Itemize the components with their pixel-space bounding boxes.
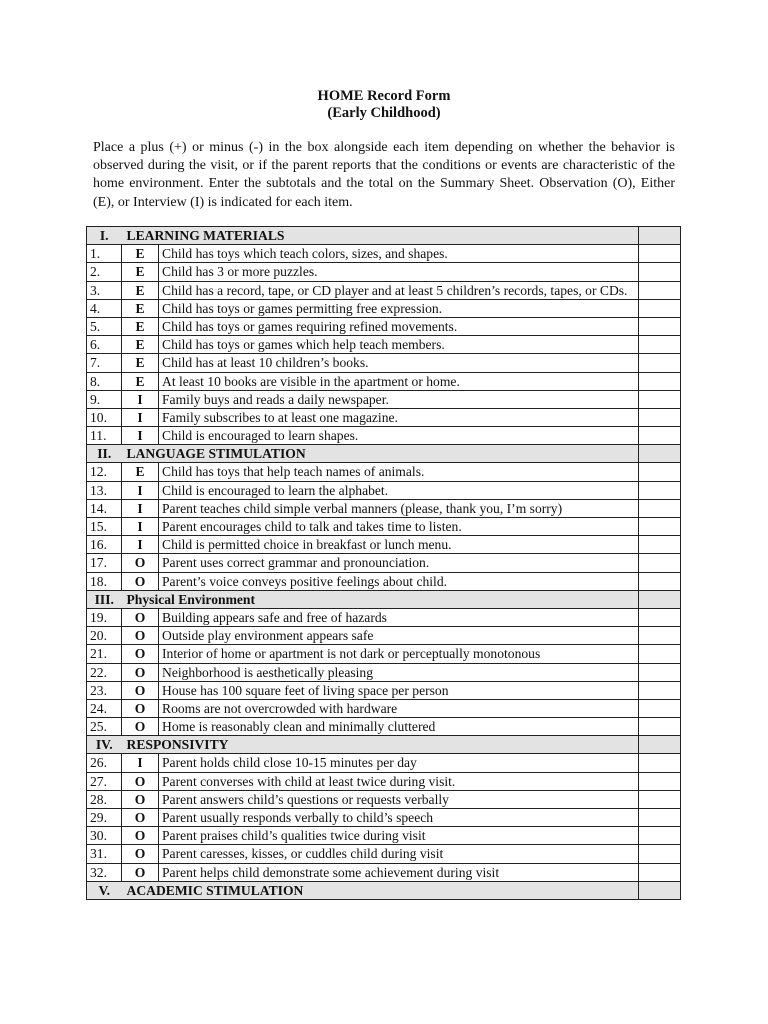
section-header-row [87,736,681,754]
item-method-code: O [122,790,159,808]
item-method-code: O [122,699,159,717]
item-description: Family subscribes to at least one magazine. [159,408,639,426]
item-row [87,554,681,572]
item-number: 3. [87,281,122,299]
item-number: 18. [87,572,122,590]
item-method-code: O [122,845,159,863]
item-number: 28. [87,790,122,808]
item-number: 14. [87,499,122,517]
section-title: Physical Environment [122,590,639,608]
item-method-code: I [122,408,159,426]
item-row [87,645,681,663]
item-row [87,408,681,426]
item-score-box[interactable] [639,809,681,827]
section-numeral: I. [87,227,122,245]
item-method-code: E [122,354,159,372]
item-description: At least 10 books are visible in the apartment or home. [159,372,639,390]
item-score-box[interactable] [639,245,681,263]
item-method-code: O [122,663,159,681]
item-description: Building appears safe and free of hazards [159,608,639,626]
item-description: Parent usually responds verbally to child’s speech [159,809,639,827]
item-method-code: I [122,754,159,772]
item-row [87,354,681,372]
section-numeral: IV. [87,736,122,754]
item-description: Parent helps child demonstrate some achievement during visit [159,863,639,881]
section-title: LANGUAGE STIMULATION [122,445,639,463]
item-number: 12. [87,463,122,481]
item-description: Neighborhood is aesthetically pleasing [159,663,639,681]
item-number: 32. [87,863,122,881]
section-title: ACADEMIC STIMULATION [122,881,639,899]
item-number: 8. [87,372,122,390]
item-row [87,718,681,736]
item-score-box[interactable] [639,863,681,881]
item-row [87,663,681,681]
item-score-box[interactable] [639,390,681,408]
item-score-box[interactable] [639,463,681,481]
item-score-box[interactable] [639,772,681,790]
item-method-code: I [122,481,159,499]
item-description: Child is encouraged to learn shapes. [159,427,639,445]
form-header [0,88,768,122]
item-row [87,263,681,281]
item-description: Child is permitted choice in breakfast or lunch menu. [159,536,639,554]
item-description: Parent answers child’s questions or requests verbally [159,790,639,808]
item-score-box[interactable] [639,572,681,590]
section-header-row [87,881,681,899]
section-title: RESPONSIVITY [122,736,639,754]
item-row [87,572,681,590]
item-method-code: O [122,718,159,736]
item-score-box[interactable] [639,699,681,717]
item-description: Child has 3 or more puzzles. [159,263,639,281]
item-row [87,790,681,808]
item-row [87,245,681,263]
item-description: Child is encouraged to learn the alphabet. [159,481,639,499]
item-score-box[interactable] [639,281,681,299]
item-score-box[interactable] [639,372,681,390]
item-method-code: O [122,772,159,790]
item-row [87,518,681,536]
item-row [87,863,681,881]
item-score-box[interactable] [639,336,681,354]
item-number: 30. [87,827,122,845]
section-score-cell [639,227,681,245]
item-method-code: E [122,463,159,481]
item-number: 11. [87,427,122,445]
item-number: 22. [87,663,122,681]
item-row [87,499,681,517]
item-description: Child has toys or games requiring refined movements. [159,317,639,335]
item-method-code: E [122,299,159,317]
item-row [87,481,681,499]
item-score-box[interactable] [639,790,681,808]
item-row [87,463,681,481]
item-method-code: O [122,627,159,645]
item-number: 20. [87,627,122,645]
item-score-box[interactable] [639,536,681,554]
item-description: Parent teaches child simple verbal manners (please, thank you, I’m sorry) [159,499,639,517]
item-score-box[interactable] [639,499,681,517]
item-number: 15. [87,518,122,536]
instructions-paragraph: Place a plus (+) or minus (-) in the box alongside each item depending on whether the behavior is observed during the visit, or if the parent reports that the conditions or events are characteristic of the home environment. Enter the subtotals and the total on the Summary Sheet. Observation (O), Either (E), or Interview (I) is indicated for each item. [93,140,675,210]
home-record-table [86,226,681,900]
item-method-code: O [122,827,159,845]
item-description: Parent holds child close 10-15 minutes per day [159,754,639,772]
item-score-box[interactable] [639,827,681,845]
item-method-code: I [122,390,159,408]
section-header-row [87,590,681,608]
item-row [87,772,681,790]
item-row [87,317,681,335]
item-description: Parent converses with child at least twice during visit. [159,772,639,790]
item-number: 5. [87,317,122,335]
item-score-box[interactable] [639,718,681,736]
item-number: 10. [87,408,122,426]
item-number: 9. [87,390,122,408]
item-number: 24. [87,699,122,717]
item-row [87,681,681,699]
item-method-code: I [122,536,159,554]
item-description: Parent caresses, kisses, or cuddles child during visit [159,845,639,863]
section-title: LEARNING MATERIALS [122,227,639,245]
item-row [87,336,681,354]
item-description: Parent uses correct grammar and pronounciation. [159,554,639,572]
item-row [87,809,681,827]
item-number: 1. [87,245,122,263]
item-number: 19. [87,608,122,626]
item-row [87,427,681,445]
item-method-code: O [122,809,159,827]
section-score-cell [639,445,681,463]
item-score-box[interactable] [639,554,681,572]
item-score-box[interactable] [639,754,681,772]
item-method-code: E [122,263,159,281]
item-method-code: O [122,863,159,881]
item-description: Child has a record, tape, or CD player and at least 5 children’s records, tapes, or CDs. [159,281,639,299]
item-description: House has 100 square feet of living space per person [159,681,639,699]
item-description: Parent praises child’s qualities twice during visit [159,827,639,845]
item-method-code: O [122,608,159,626]
item-method-code: I [122,518,159,536]
item-row [87,754,681,772]
section-score-cell [639,736,681,754]
item-score-box[interactable] [639,663,681,681]
item-number: 16. [87,536,122,554]
item-score-box[interactable] [639,518,681,536]
item-score-box[interactable] [639,299,681,317]
item-row [87,536,681,554]
item-score-box[interactable] [639,627,681,645]
item-method-code: O [122,572,159,590]
section-numeral: III. [87,590,122,608]
section-score-cell [639,590,681,608]
item-description: Home is reasonably clean and minimally cluttered [159,718,639,736]
form-subtitle: (Early Childhood) [327,105,441,121]
item-method-code: O [122,681,159,699]
item-row [87,699,681,717]
item-method-code: I [122,427,159,445]
item-description: Family buys and reads a daily newspaper. [159,390,639,408]
item-row [87,281,681,299]
item-number: 2. [87,263,122,281]
item-number: 21. [87,645,122,663]
item-method-code: E [122,336,159,354]
item-number: 25. [87,718,122,736]
item-description: Parent encourages child to talk and takes time to listen. [159,518,639,536]
item-description: Parent’s voice conveys positive feelings about child. [159,572,639,590]
section-numeral: V. [87,881,122,899]
item-description: Outside play environment appears safe [159,627,639,645]
item-number: 4. [87,299,122,317]
item-description: Child has toys that help teach names of animals. [159,463,639,481]
item-row [87,299,681,317]
item-description: Child has toys or games which help teach members. [159,336,639,354]
form-title: HOME Record Form [317,88,451,104]
item-score-box[interactable] [639,645,681,663]
section-header-row [87,445,681,463]
item-method-code: O [122,645,159,663]
item-method-code: E [122,372,159,390]
item-row [87,372,681,390]
item-number: 7. [87,354,122,372]
item-method-code: E [122,317,159,335]
item-number: 17. [87,554,122,572]
item-score-box[interactable] [639,354,681,372]
item-score-box[interactable] [639,317,681,335]
item-row [87,390,681,408]
item-method-code: I [122,499,159,517]
item-score-box[interactable] [639,608,681,626]
item-number: 23. [87,681,122,699]
item-number: 6. [87,336,122,354]
item-score-box[interactable] [639,427,681,445]
item-number: 29. [87,809,122,827]
item-description: Child has at least 10 children’s books. [159,354,639,372]
table-body [87,227,681,900]
item-score-box[interactable] [639,408,681,426]
item-number: 13. [87,481,122,499]
section-header-row [87,227,681,245]
item-row [87,845,681,863]
item-method-code: E [122,281,159,299]
section-numeral: II. [87,445,122,463]
item-score-box[interactable] [639,263,681,281]
item-row [87,827,681,845]
item-number: 27. [87,772,122,790]
item-description: Child has toys which teach colors, sizes, and shapes. [159,245,639,263]
item-method-code: O [122,554,159,572]
item-number: 31. [87,845,122,863]
section-score-cell [639,881,681,899]
item-method-code: E [122,245,159,263]
item-description: Rooms are not overcrowded with hardware [159,699,639,717]
item-score-box[interactable] [639,845,681,863]
item-description: Interior of home or apartment is not dark or perceptually monotonous [159,645,639,663]
item-score-box[interactable] [639,481,681,499]
item-row [87,608,681,626]
item-row [87,627,681,645]
item-number: 26. [87,754,122,772]
item-description: Child has toys or games permitting free expression. [159,299,639,317]
item-score-box[interactable] [639,681,681,699]
